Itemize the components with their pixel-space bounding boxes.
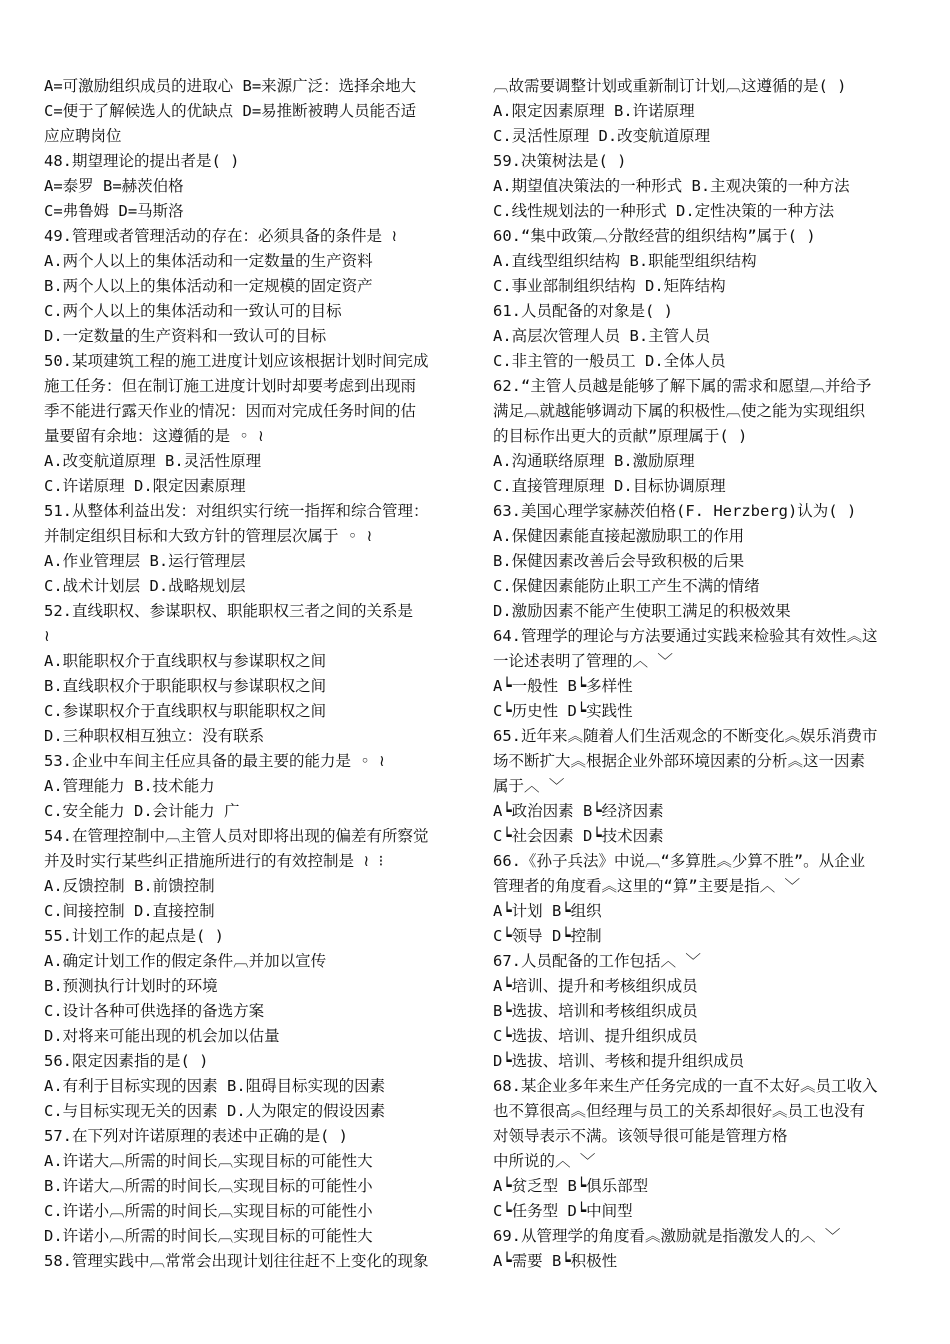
text-line: A.职能职权介于直线职权与参谋职权之间 bbox=[44, 652, 327, 670]
text-line: C.战术计划层 D.战略规划层 bbox=[44, 577, 246, 595]
text-line: 52.直线职权、参谋职权、职能职权三者之间的关系是 bbox=[44, 602, 413, 620]
text-line: A=可激励组织成员的进取心 B=来源广泛：选择余地大 bbox=[44, 77, 417, 95]
text-line: D.对将来可能出现的机会加以估量 bbox=[44, 1027, 280, 1045]
text-line: 61.人员配备的对象是( ) bbox=[493, 302, 673, 320]
text-line: 应应聘岗位 bbox=[44, 127, 122, 145]
text-line: 并制定组织目标和大致方针的管理层次属于 ◦ ≀ bbox=[44, 527, 373, 545]
text-line: 一论述表明了管理的︿ ﹀ bbox=[493, 652, 673, 670]
right-column bbox=[493, 74, 917, 1274]
text-line: A.改变航道原理 B.灵活性原理 bbox=[44, 452, 262, 470]
text-line: 69.从管理学的角度看︽激励就是指激发人的︿ ﹀ bbox=[493, 1227, 841, 1245]
text-line: A┕计划 B┕组织 bbox=[493, 902, 602, 920]
text-line: C.设计各种可供选择的备选方案 bbox=[44, 1002, 265, 1020]
text-line: C.与目标实现无关的因素 D.人为限定的假设因素 bbox=[44, 1102, 386, 1120]
text-line: C.安全能力 D.会计能力 广 bbox=[44, 802, 240, 820]
text-line: C.非主管的一般员工 D.全体人员 bbox=[493, 352, 726, 370]
text-line: A.直线型组织结构 B.职能型组织结构 bbox=[493, 252, 757, 270]
text-line: B.两个人以上的集体活动和一定规模的固定资产 bbox=[44, 277, 373, 295]
text-line: 63.美国心理学家赫茨伯格(F. Herzberg)认为( ) bbox=[493, 502, 857, 520]
text-line: B.直线职权介于职能职权与参谋职权之间 bbox=[44, 677, 327, 695]
text-line: B┕选拔、培训和考核组织成员 bbox=[493, 1002, 698, 1020]
text-line: 68.某企业多年来生产任务完成的一直不太好︽员工收入 bbox=[493, 1077, 878, 1095]
text-line: 季不能进行露天作业的情况：因而对完成任务时间的估 bbox=[44, 402, 417, 420]
text-line: 施工任务：但在制订施工进度计划时却要考虑到出现雨 bbox=[44, 377, 417, 395]
text-line: C.参谋职权介于直线职权与职能职权之间 bbox=[44, 702, 327, 720]
text-line: 中所说的︿ ﹀ bbox=[493, 1152, 596, 1170]
text-line: C┕领导 D┕控制 bbox=[493, 927, 602, 945]
text-line: A.有利于目标实现的因素 B.阻碍目标实现的因素 bbox=[44, 1077, 386, 1095]
text-line: D.三种职权相互独立：没有联系 bbox=[44, 727, 265, 745]
text-line: C.线性规划法的一种形式 D.定性决策的一种方法 bbox=[493, 202, 835, 220]
text-line: C.许诺原理 D.限定因素原理 bbox=[44, 477, 246, 495]
text-line: 满足︹就越能够调动下属的积极性︹使之能为实现组织 bbox=[493, 402, 866, 420]
text-line: D┕选拔、培训、考核和提升组织成员 bbox=[493, 1052, 745, 1070]
text-line: 51.从整体利益出发：对组织实行统一指挥和综合管理： bbox=[44, 502, 429, 520]
text-line: 66.《孙子兵法》中说︹“多算胜︽少算不胜”。从企业 bbox=[493, 852, 866, 870]
text-line: 55.计划工作的起点是( ) bbox=[44, 927, 224, 945]
text-line: B.许诺大︹所需的时间长︹实现目标的可能性小 bbox=[44, 1177, 373, 1195]
text-line: C┕任务型 D┕中间型 bbox=[493, 1202, 633, 1220]
text-line: C.灵活性原理 D.改变航道原理 bbox=[493, 127, 711, 145]
text-line: 57.在下列对许诺原理的表述中正确的是( ) bbox=[44, 1127, 348, 1145]
text-line: C.事业部制组织结构 D.矩阵结构 bbox=[493, 277, 726, 295]
left-column bbox=[44, 74, 468, 1274]
text-line: A.管理能力 B.技术能力 bbox=[44, 777, 215, 795]
text-line: C=弗鲁姆 D=马斯洛 bbox=[44, 202, 184, 220]
text-line: 管理者的角度看︽这里的“算”主要是指︿ ﹀ bbox=[493, 877, 800, 895]
text-line: 49.管理或者管理活动的存在：必须具备的条件是 ≀ bbox=[44, 227, 398, 245]
text-line: 54.在管理控制中︹主管人员对即将出现的偏差有所察觉 bbox=[44, 827, 429, 845]
text-line: A.确定计划工作的假定条件︹并加以宣传 bbox=[44, 952, 327, 970]
text-line: 48.期望理论的提出者是( ) bbox=[44, 152, 240, 170]
text-line: A┕一般性 B┕多样性 bbox=[493, 677, 633, 695]
text-line: 属于︿ ﹀ bbox=[493, 777, 565, 795]
text-line: C┕选拔、培训、提升组织成员 bbox=[493, 1027, 698, 1045]
text-line: A┕贫乏型 B┕俱乐部型 bbox=[493, 1177, 649, 1195]
text-line: 59.决策树法是( ) bbox=[493, 152, 627, 170]
text-line: A.作业管理层 B.运行管理层 bbox=[44, 552, 246, 570]
text-line: D.一定数量的生产资料和一致认可的目标 bbox=[44, 327, 327, 345]
text-line: A┕政治因素 B┕经济因素 bbox=[493, 802, 664, 820]
text-line: C=便于了解候选人的优缺点 D=易推断被聘人员能否适 bbox=[44, 102, 417, 120]
text-line: A=泰罗 B=赫茨伯格 bbox=[44, 177, 184, 195]
text-line: A.高层次管理人员 B.主管人员 bbox=[493, 327, 711, 345]
text-line: 65.近年来︽随着人们生活观念的不断变化︽娱乐消费市 bbox=[493, 727, 878, 745]
text-line: 62.“主管人员越是能够了解下属的需求和愿望︹并给予 bbox=[493, 377, 872, 395]
text-line: 对领导表示不满。该领导很可能是管理方格 bbox=[493, 1127, 788, 1145]
text-line: 场不断扩大︽根据企业外部环境因素的分析︽这一因素 bbox=[493, 752, 866, 770]
text-line: D.许诺小︹所需的时间长︹实现目标的可能性大 bbox=[44, 1227, 373, 1245]
text-line: 53.企业中车间主任应具备的最主要的能力是 ◦ ≀ bbox=[44, 752, 385, 770]
text-line: 并及时实行某些纠正措施所进行的有效控制是 ≀ ⁝ bbox=[44, 852, 384, 870]
text-line: C┕历史性 D┕实践性 bbox=[493, 702, 633, 720]
text-line: 60.“集中政策︹分散经营的组织结构”属于( ) bbox=[493, 227, 816, 245]
text-line: C.两个人以上的集体活动和一致认可的目标 bbox=[44, 302, 342, 320]
text-line: B.预测执行计划时的环境 bbox=[44, 977, 218, 995]
text-line: A.反馈控制 B.前馈控制 bbox=[44, 877, 215, 895]
text-line: 的目标作出更大的贡献”原理属于( ) bbox=[493, 427, 748, 445]
text-line: A.期望值决策法的一种形式 B.主观决策的一种方法 bbox=[493, 177, 850, 195]
text-line: ≀ bbox=[44, 627, 50, 645]
text-line: 56.限定因素指的是( ) bbox=[44, 1052, 209, 1070]
text-line: C.许诺小︹所需的时间长︹实现目标的可能性小 bbox=[44, 1202, 373, 1220]
text-line: A┕培训、提升和考核组织成员 bbox=[493, 977, 698, 995]
text-line: A.沟通联络原理 B.激励原理 bbox=[493, 452, 695, 470]
text-line: A.保健因素能直接起激励职工的作用 bbox=[493, 527, 745, 545]
text-line: 也不算很高︽但经理与员工的关系却很好︽员工也没有 bbox=[493, 1102, 866, 1120]
text-line: A┕需要 B┕积极性 bbox=[493, 1252, 618, 1270]
text-line: A.两个人以上的集体活动和一定数量的生产资料 bbox=[44, 252, 373, 270]
text-line: D.激励因素不能产生使职工满足的积极效果 bbox=[493, 602, 791, 620]
text-line: C┕社会因素 D┕技术因素 bbox=[493, 827, 664, 845]
text-line: B.保健因素改善后会导致积极的后果 bbox=[493, 552, 745, 570]
text-line: 58.管理实践中︹常常会出现计划往往赶不上变化的现象 bbox=[44, 1252, 429, 1270]
text-line: A.限定因素原理 B.许诺原理 bbox=[493, 102, 695, 120]
text-line: 64.管理学的理论与方法要通过实践来检验其有效性︽这 bbox=[493, 627, 878, 645]
text-line: 量要留有余地：这遵循的是 ◦ ≀ bbox=[44, 427, 264, 445]
text-line: 50.某项建筑工程的施工进度计划应该根据计划时间完成 bbox=[44, 352, 429, 370]
text-line: C.直接管理原理 D.目标协调原理 bbox=[493, 477, 726, 495]
text-line: 67.人员配备的工作包括︿ ﹀ bbox=[493, 952, 701, 970]
text-line: ︹故需要调整计划或重新制订计划︹这遵循的是( ) bbox=[493, 77, 847, 95]
text-line: C.间接控制 D.直接控制 bbox=[44, 902, 215, 920]
text-line: A.许诺大︹所需的时间长︹实现目标的可能性大 bbox=[44, 1152, 373, 1170]
text-line: C.保健因素能防止职工产生不满的情绪 bbox=[493, 577, 760, 595]
